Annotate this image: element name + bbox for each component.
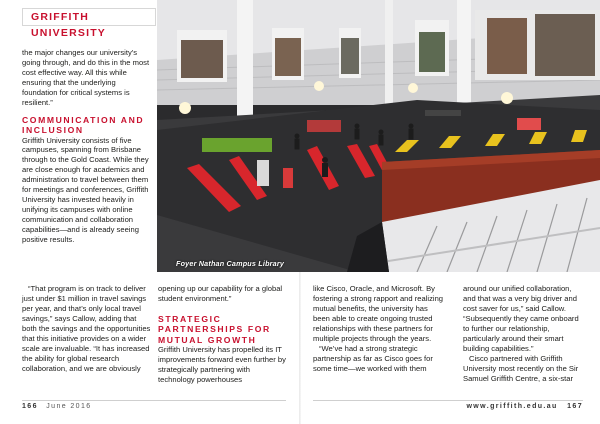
left-folio (22, 403, 92, 410)
website-url: www.griffith.edu.au (466, 403, 558, 410)
section-heading-communication: COMMUNICATION AND INCLUSION (22, 114, 145, 136)
column-three (313, 284, 445, 374)
partnerships-paragraph: Griffith University has propelled its IT improvements forward even further by strategically partnering with technology powerhouses (158, 345, 286, 384)
partners-paragraph: like Cisco, Oracle, and Microsoft. By fostering a strong rapport and realizing mutual benefits, the university has been able to create ongoing trusted relationships with these partners for multiple projects through the years. (313, 284, 444, 343)
right-folio (466, 403, 583, 410)
griffith-centre-paragraph: Cisco partnered with Griffith University most recently on the Sir Samuel Griffith Centre, a six-star (463, 353, 579, 383)
section-heading-partnerships: STRATEGIC PARTNERSHIPS FOR MUTUAL GROWTH (158, 313, 271, 345)
footer-rule-left (22, 400, 286, 401)
cisco-quote-paragraph: “We’ve had a strong strategic partnership as far as Cisco goes for some time—we worked with them (313, 343, 433, 373)
column-two-continuation: opening up our capability for a global student environment.” (158, 284, 283, 303)
intro-paragraph: the major changes our university’s going through, and do this in the most cost effective way. All this while ensuring that the underlying foundation for critical systems is resilient.” (22, 48, 150, 107)
photo-caption: Foyer Nathan Campus Library (176, 259, 285, 268)
right-page-number: 167 (567, 403, 583, 410)
left-column-top (22, 48, 150, 245)
issue-date: June 2016 (46, 403, 92, 410)
left-page-number: 166 (22, 403, 38, 410)
travel-savings-paragraph: “That program is on track to deliver just under $1 million in travel savings per year, and that’s only local travel savings,” says Callow, adding that both the savings and the opportunities that this initiative provides on a wider scale are invaluable. “It has increased the ability for global research collaboration, and we are obviously (22, 284, 151, 373)
column-two (158, 284, 286, 385)
left-column-bottom (22, 284, 152, 374)
footer-rule-right (313, 400, 583, 401)
brand-header: GRIFFITH UNIVERSITY (22, 8, 156, 26)
collaboration-paragraph: around our unified collaboration, and that was a very big driver and cost saver for us,” said Callow. “Subsequently they came onboard to further our relationship, particularly around their smart building capabilities.” (463, 284, 579, 353)
library-foyer-photo (157, 0, 600, 272)
communication-paragraph: Griffith University consists of five campuses, spanning from Brisbane through to the Gold Coast. While they are close enough for academics and administration to travel between them for meetings and conferences, Griffith University has invested heavily in unifying its campuses with online communication and collaboration capabilities—and is already seeing positive results. (22, 135, 149, 245)
column-four (463, 284, 583, 384)
